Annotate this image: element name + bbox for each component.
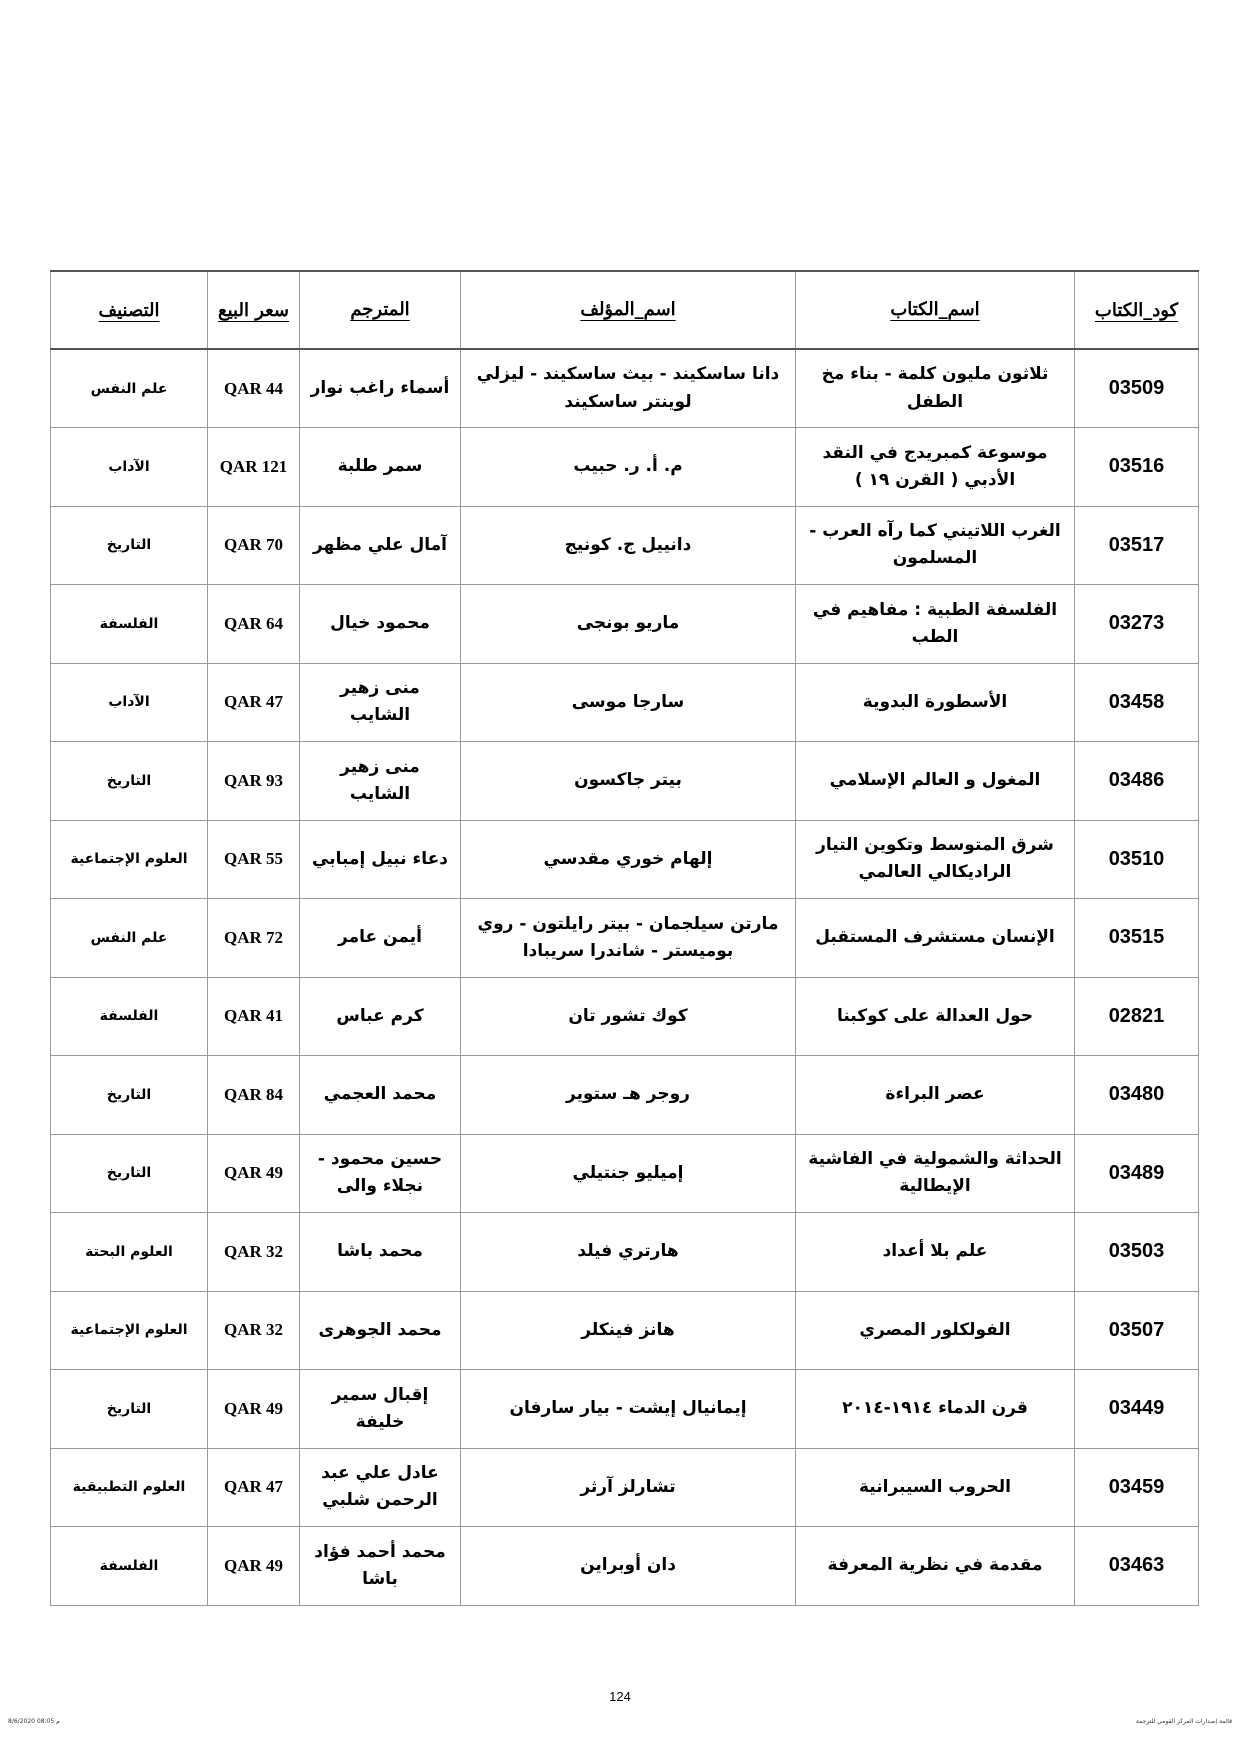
cell-category: العلوم التطبيقية (51, 1448, 208, 1527)
cell-author: إيمانيال إيشت - بيار سارفان (461, 1370, 796, 1449)
cell-price (208, 820, 300, 899)
price-value: QAR 84 (223, 1084, 284, 1104)
cell-translator: سمر طلبة (300, 428, 461, 507)
footer-caption: قائمة إصدارات المركز القومي للترجمة (1135, 1718, 1232, 1725)
cell-translator: إقبال سمير خليفة (300, 1370, 461, 1449)
cell-category: العلوم الإجتماعية (51, 1291, 208, 1370)
cell-category: علم النفس (51, 899, 208, 978)
cell-translator: محمد أحمد فؤاد باشا (300, 1527, 461, 1606)
table-row (51, 820, 1199, 899)
cell-translator: عادل علي عبد الرحمن شلبي (300, 1448, 461, 1527)
cell-code: 03517 (1075, 506, 1199, 585)
cell-code: 02821 (1075, 977, 1199, 1056)
price-value: QAR 55 (223, 849, 284, 869)
cell-title: المغول و العالم الإسلامي (796, 742, 1075, 821)
cell-category: الفلسفة (51, 977, 208, 1056)
cell-author: تشارلز آرثر (461, 1448, 796, 1527)
cell-title: الأسطورة البدوية (796, 663, 1075, 742)
cell-title: ثلاثون مليون كلمة - بناء مخ الطفل (796, 349, 1075, 428)
cell-price (208, 349, 300, 428)
cell-translator: محمد العجمي (300, 1056, 461, 1135)
cell-author: دان أوبراين (461, 1527, 796, 1606)
price-value: QAR 64 (223, 613, 284, 633)
cell-code: 03459 (1075, 1448, 1199, 1527)
cell-translator: محمد الجوهرى (300, 1291, 461, 1370)
cell-author: مارتن سيلجمان - بيتر رايلتون - روي بوميستر - شاندرا سريبادا (461, 899, 796, 978)
cell-code: 03516 (1075, 428, 1199, 507)
cell-category: الفلسفة (51, 1527, 208, 1606)
cell-price (208, 1448, 300, 1527)
cell-category: علم النفس (51, 349, 208, 428)
cell-translator: حسين محمود - نجلاء والى (300, 1134, 461, 1213)
cell-price (208, 1370, 300, 1449)
cell-translator: منى زهير الشايب (300, 742, 461, 821)
price-value: QAR 47 (223, 1477, 284, 1497)
cell-author: ماريو بونجى (461, 585, 796, 664)
cell-code: 03273 (1075, 585, 1199, 664)
cell-code: 03503 (1075, 1213, 1199, 1292)
cell-title: الغرب اللاتيني كما رآه العرب - المسلمون (796, 506, 1075, 585)
table-row (51, 506, 1199, 585)
cell-price (208, 585, 300, 664)
cell-title: قرن الدماء ١٩١٤-٢٠١٤ (796, 1370, 1075, 1449)
table-row (51, 1448, 1199, 1527)
cell-author: سارجا موسى (461, 663, 796, 742)
cell-author: دانا ساسكيند - بيث ساسكيند - ليزلي لوينتر ساسكيند (461, 349, 796, 428)
cell-code: 03515 (1075, 899, 1199, 978)
cell-price (208, 1056, 300, 1135)
cell-price (208, 977, 300, 1056)
cell-author: دانييل ج. كونيج (461, 506, 796, 585)
header-title: اسم_الكتاب (796, 271, 1075, 349)
cell-translator: منى زهير الشايب (300, 663, 461, 742)
cell-title: شرق المتوسط وتكوين التيار الراديكالي العالمي (796, 820, 1075, 899)
cell-title: الفلسفة الطبية : مفاهيم في الطب (796, 585, 1075, 664)
cell-price (208, 1134, 300, 1213)
cell-author: م. أ. ر. حبيب (461, 428, 796, 507)
page-number: 124 (609, 1689, 631, 1704)
table-row (51, 1056, 1199, 1135)
cell-price (208, 1291, 300, 1370)
price-value: QAR 72 (223, 927, 284, 947)
cell-price (208, 663, 300, 742)
cell-translator: أيمن عامر (300, 899, 461, 978)
cell-code: 03489 (1075, 1134, 1199, 1213)
cell-author: كوك تشور تان (461, 977, 796, 1056)
cell-author: روجر هـ ستوير (461, 1056, 796, 1135)
cell-code: 03463 (1075, 1527, 1199, 1606)
cell-code: 03509 (1075, 349, 1199, 428)
header-translator: المترجم (300, 271, 461, 349)
cell-translator: آمال علي مظهر (300, 506, 461, 585)
cell-category: الآداب (51, 663, 208, 742)
cell-category: العلوم البحتة (51, 1213, 208, 1292)
table-row (51, 428, 1199, 507)
table-row (51, 663, 1199, 742)
cell-author: إميليو جنتيلي (461, 1134, 796, 1213)
table-row (51, 899, 1199, 978)
header-code: كود_الكتاب (1075, 271, 1199, 349)
price-value: QAR 49 (223, 1163, 284, 1183)
cell-price (208, 428, 300, 507)
cell-author: هارتري فيلد (461, 1213, 796, 1292)
price-value: QAR 49 (223, 1398, 284, 1418)
header-category: التصنيف (51, 271, 208, 349)
price-value: QAR 121 (219, 456, 288, 476)
table-row (51, 1370, 1199, 1449)
price-value: QAR 41 (223, 1006, 284, 1026)
price-value: QAR 93 (223, 770, 284, 790)
cell-code: 03486 (1075, 742, 1199, 821)
cell-translator: أسماء راغب نوار (300, 349, 461, 428)
cell-title: موسوعة كمبريدج في النقد الأدبي ( القرن ١٩ ) (796, 428, 1075, 507)
cell-category: العلوم الإجتماعية (51, 820, 208, 899)
header-price: سعر البيع (208, 271, 300, 349)
cell-author: هانز فينكلر (461, 1291, 796, 1370)
table-row (51, 1291, 1199, 1370)
table-body (51, 349, 1199, 1605)
cell-author: إلهام خوري مقدسي (461, 820, 796, 899)
table-header (51, 271, 1199, 349)
cell-category: التاريخ (51, 1056, 208, 1135)
cell-price (208, 742, 300, 821)
cell-title: الحداثة والشمولية في الفاشية الإيطالية (796, 1134, 1075, 1213)
header-row (51, 271, 1199, 349)
cell-translator: محمد باشا (300, 1213, 461, 1292)
cell-category: الآداب (51, 428, 208, 507)
cell-category: التاريخ (51, 1134, 208, 1213)
cell-category: التاريخ (51, 742, 208, 821)
cell-title: عصر البراءة (796, 1056, 1075, 1135)
price-value: QAR 44 (223, 378, 284, 398)
cell-title: حول العدالة على كوكبنا (796, 977, 1075, 1056)
price-value: QAR 70 (223, 535, 284, 555)
table-row (51, 585, 1199, 664)
cell-price (208, 1213, 300, 1292)
table-row (51, 1527, 1199, 1606)
price-value: QAR 32 (223, 1241, 284, 1261)
cell-title: الفولكلور المصري (796, 1291, 1075, 1370)
cell-title: مقدمة في نظرية المعرفة (796, 1527, 1075, 1606)
cell-author: بيتر جاكسون (461, 742, 796, 821)
cell-translator: كرم عباس (300, 977, 461, 1056)
table-row (51, 1134, 1199, 1213)
cell-category: التاريخ (51, 506, 208, 585)
cell-translator: محمود خيال (300, 585, 461, 664)
price-value: QAR 32 (223, 1320, 284, 1340)
cell-price (208, 899, 300, 978)
cell-code: 03458 (1075, 663, 1199, 742)
table-row (51, 1213, 1199, 1292)
cell-price (208, 1527, 300, 1606)
footer-timestamp: 8/6/2020 08:05 م (8, 1718, 60, 1725)
table-row (51, 349, 1199, 428)
price-value: QAR 47 (223, 692, 284, 712)
cell-code: 03480 (1075, 1056, 1199, 1135)
cell-category: الفلسفة (51, 585, 208, 664)
cell-title: علم بلا أعداد (796, 1213, 1075, 1292)
table-row (51, 977, 1199, 1056)
table-row (51, 742, 1199, 821)
cell-title: الحروب السيبرانية (796, 1448, 1075, 1527)
cell-price (208, 506, 300, 585)
cell-title: الإنسان مستشرف المستقبل (796, 899, 1075, 978)
cell-code: 03510 (1075, 820, 1199, 899)
cell-code: 03449 (1075, 1370, 1199, 1449)
price-value: QAR 49 (223, 1555, 284, 1575)
cell-code: 03507 (1075, 1291, 1199, 1370)
cell-category: التاريخ (51, 1370, 208, 1449)
catalog-table (50, 270, 1199, 1606)
cell-translator: دعاء نبيل إمبابي (300, 820, 461, 899)
header-author: اسم_المؤلف (461, 271, 796, 349)
